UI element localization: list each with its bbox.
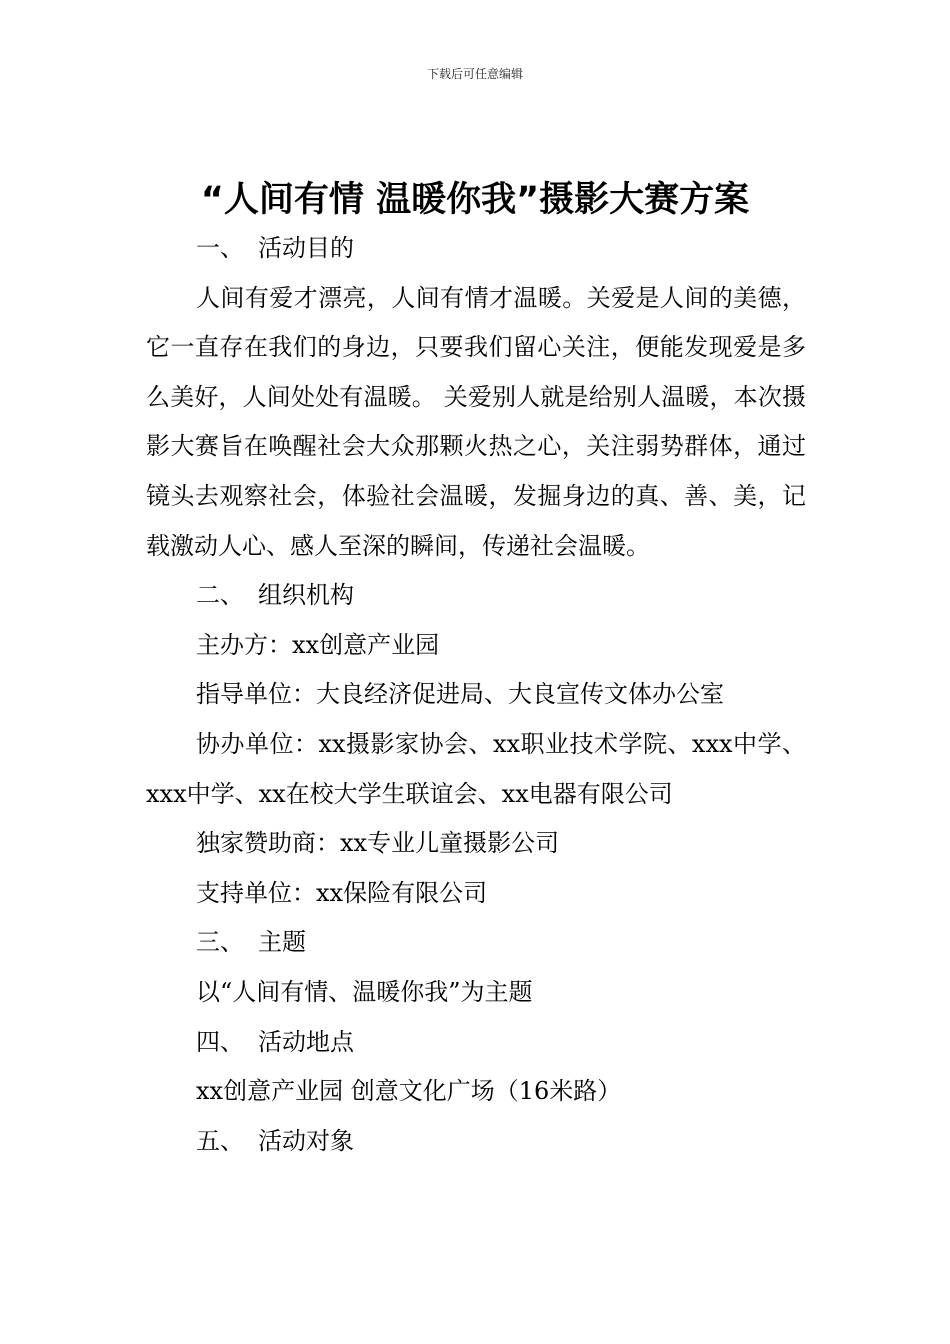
paragraph-guide-unit: 指导单位：大良经济促进局、大良宣传文体办公室 — [196, 680, 724, 709]
section-heading-purpose — [146, 224, 806, 274]
section-title: 活动目的 — [258, 234, 354, 262]
section-number: 三、 — [196, 928, 244, 957]
paragraph-support-unit: 支持单位：xx保险有限公司 — [196, 878, 488, 907]
paragraph-purpose: 人间有爱才漂亮，人间有情才温暖。关爱是人间的美德，它一直存在我们的身边，只要我们留心关注，便能发现爱是多么美好，人间处处有温暖。 关爱别人就是给别人温暖，本次摄影大赛旨在唤醒社会大众那颗火热之心，关注弱势群体，通过镜头去观察社会，体验社会温暖，发掘身边的真、善、美，记载激动人心、感人至深的瞬间，传递社会温暖。 — [146, 283, 806, 560]
section-heading-organization — [146, 571, 806, 621]
document-title: “人间有情 温暖你我”摄影大赛方案 — [200, 180, 750, 220]
header-note: 下载后可任意编辑 — [426, 67, 523, 81]
paragraph-organizer: 主办方：xx创意产业园 — [196, 630, 440, 659]
section-number: 二、 — [196, 581, 244, 610]
section-number: 五、 — [196, 1126, 244, 1155]
section-number: 四、 — [196, 1027, 244, 1056]
section-number: 一、 — [196, 234, 244, 262]
paragraph-theme: 以“人间有情、温暖你我”为主题 — [196, 977, 533, 1006]
paragraph-location: xx创意产业园 创意文化广场（16米路） — [196, 1077, 622, 1106]
document-body — [146, 224, 806, 1166]
section-heading-location — [146, 1018, 806, 1068]
section-title: 活动地点 — [258, 1027, 354, 1056]
section-title: 主题 — [258, 928, 306, 957]
section-heading-theme — [146, 918, 806, 968]
section-title: 组织机构 — [258, 581, 354, 610]
section-title: 活动对象 — [258, 1126, 354, 1155]
section-heading-audience — [146, 1117, 806, 1167]
paragraph-sponsor: 独家赞助商：xx专业儿童摄影公司 — [196, 829, 560, 858]
paragraph-co-organizer: 协办单位：xx摄影家协会、xx职业技术学院、xxx中学、xxx中学、xx在校大学生联谊会、xx电器有限公司 — [146, 729, 806, 808]
